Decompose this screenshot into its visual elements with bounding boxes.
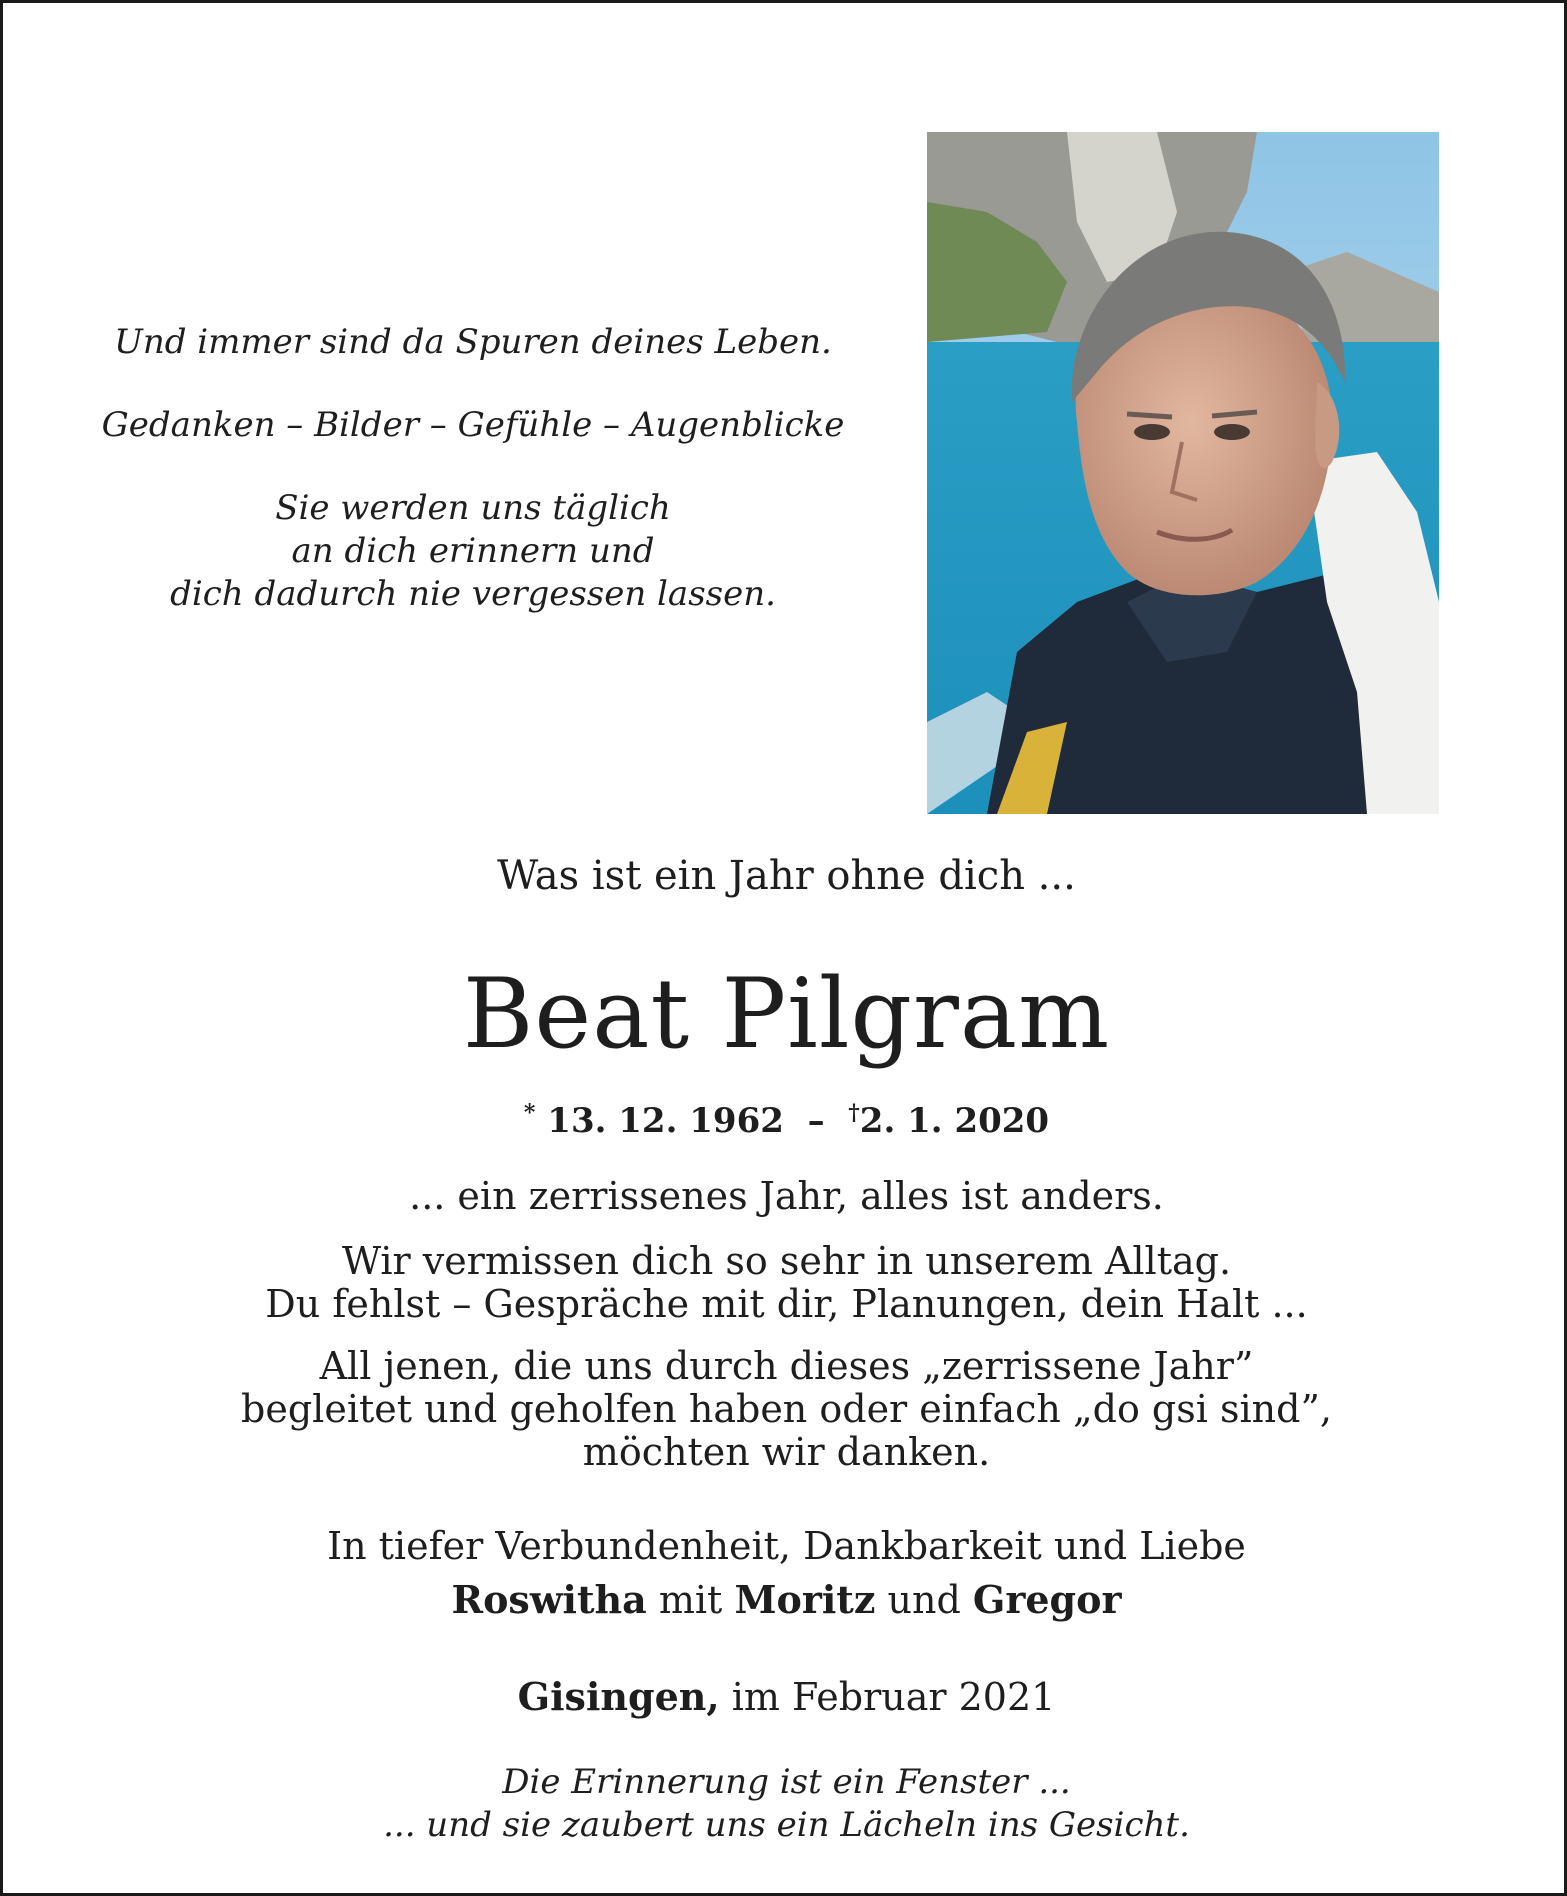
portrait-photo: [927, 132, 1439, 814]
family-names: [3, 1578, 1567, 1622]
closing-intro: In tiefer Verbundenheit, Dankbarkeit und Liebe: [327, 1524, 1246, 1568]
birth-symbol: *: [523, 1100, 536, 1126]
ending-line: Die Erinnerung ist ein Fenster ...: [502, 1762, 1071, 1802]
poem-stanza-1: [73, 321, 873, 364]
poem-line: Gedanken – Bilder – Gefühle – Augenblicke: [101, 405, 845, 445]
family-name: Gregor: [972, 1577, 1122, 1622]
poem-stanza-2: [73, 404, 873, 447]
body-line: Du fehlst – Gespräche mit dir, Planungen, dein Halt ...: [265, 1282, 1308, 1326]
birth-date: 13. 12. 1962: [547, 1101, 784, 1141]
poem-stanza-3: [73, 487, 873, 616]
poem: [73, 321, 873, 656]
body-line: möchten wir danken.: [582, 1430, 991, 1474]
connector-word: mit: [658, 1578, 723, 1622]
connector-word: und: [887, 1578, 961, 1622]
poem-line: an dich erinnern und: [291, 531, 655, 571]
date-separator: –: [807, 1101, 825, 1141]
death-symbol: †: [848, 1100, 860, 1126]
deceased-name: Beat Pilgram: [462, 958, 1111, 1070]
ending-line: ... und sie zaubert uns ein Lächeln ins Gesicht.: [383, 1805, 1190, 1845]
body-line: ... ein zerrissenes Jahr, alles ist anders.: [409, 1174, 1164, 1218]
body-line: Wir vermissen dich so sehr in unserem Alltag.: [341, 1239, 1232, 1283]
place-date: [3, 1675, 1567, 1719]
body-line: All jenen, die uns durch dieses „zerrissene Jahr”: [319, 1344, 1254, 1388]
poem-line: Und immer sind da Spuren deines Leben.: [114, 322, 832, 362]
lead-line: Was ist ein Jahr ohne dich ...: [497, 853, 1076, 899]
poem-line: dich dadurch nie vergessen lassen.: [170, 574, 776, 614]
date: im Februar 2021: [731, 1675, 1056, 1719]
family-name: Moritz: [734, 1577, 876, 1622]
poem-line: Sie werden uns täglich: [275, 488, 671, 528]
place: Gisingen,: [517, 1674, 720, 1719]
death-date: 2. 1. 2020: [859, 1101, 1050, 1141]
body-line: begleitet und geholfen haben oder einfach „do gsi sind”,: [241, 1387, 1332, 1431]
life-dates: [3, 1091, 1567, 1143]
family-name: Roswitha: [451, 1577, 647, 1622]
